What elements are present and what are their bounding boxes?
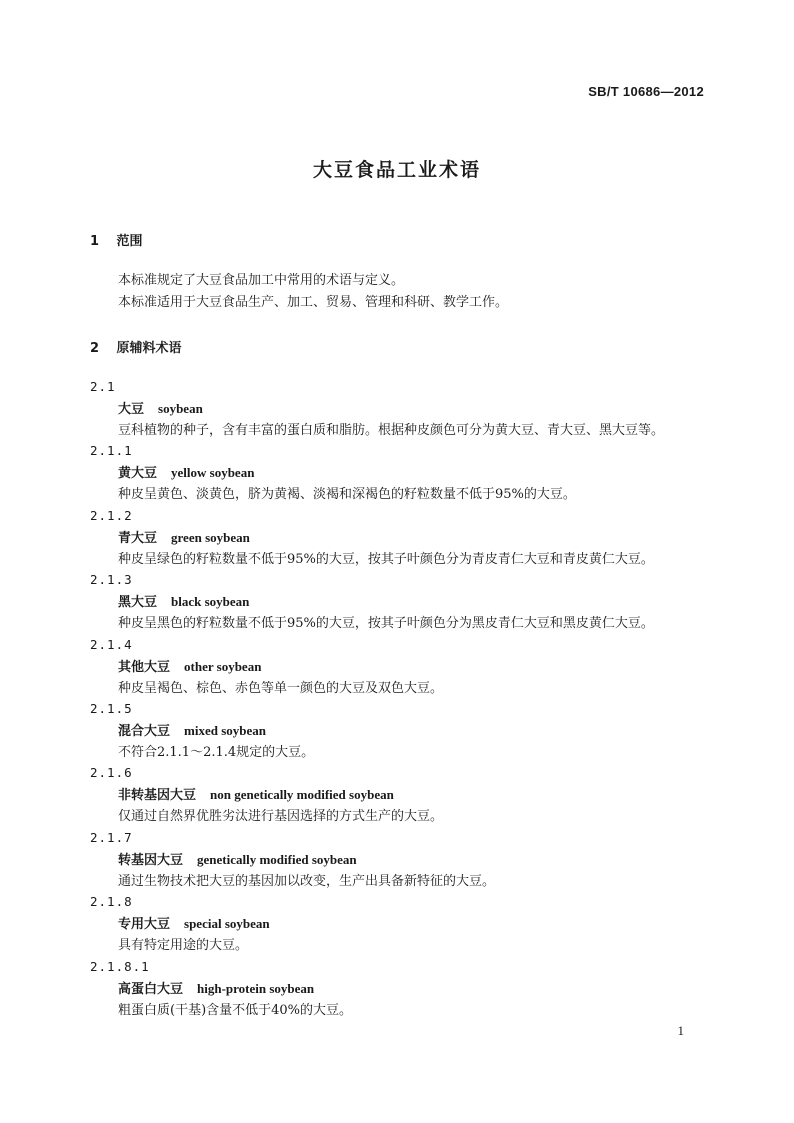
term-zh: 专用大豆 bbox=[118, 917, 171, 933]
term-line bbox=[118, 398, 203, 421]
term-line bbox=[118, 849, 357, 872]
term-line bbox=[118, 462, 254, 485]
term-zh: 非转基因大豆 bbox=[118, 788, 197, 804]
term-en: other soybean bbox=[184, 658, 262, 674]
term-zh: 黑大豆 bbox=[118, 595, 158, 611]
term-entry bbox=[0, 505, 794, 569]
term-zh: 大豆 bbox=[118, 402, 145, 417]
term-definition: 粗蛋白质(干基)含量不低于40%的大豆。 bbox=[118, 1002, 353, 1018]
section-number: 1 bbox=[90, 234, 100, 249]
term-en: yellow soybean bbox=[171, 465, 255, 481]
term-en: soybean bbox=[158, 401, 203, 416]
term-entry bbox=[0, 440, 794, 504]
term-line bbox=[118, 720, 266, 743]
term-definition: 通过生物技术把大豆的基因加以改变，生产出具备新特征的大豆。 bbox=[118, 873, 496, 889]
paragraph: 本标准适用于大豆食品生产、加工、贸易、管理和科研、教学工作。 bbox=[118, 295, 509, 310]
entry-number: 2.1.8 bbox=[90, 894, 133, 910]
term-line bbox=[118, 527, 250, 550]
term-definition: 仅通过自然界优胜劣汰进行基因选择的方式生产的大豆。 bbox=[118, 809, 444, 825]
term-definition: 种皮呈黑色的籽粒数量不低于95%的大豆，按其子叶颜色分为黑皮青仁大豆和黑皮黄仁大豆。 bbox=[118, 616, 654, 632]
entry-number: 2.1.8.1 bbox=[90, 958, 150, 974]
term-line bbox=[118, 913, 270, 936]
term-line bbox=[118, 784, 394, 807]
term-entry bbox=[0, 827, 794, 891]
term-definition: 种皮呈褐色、棕色、赤色等单一颜色的大豆及双色大豆。 bbox=[118, 680, 444, 696]
term-entry bbox=[0, 376, 794, 440]
standard-code: SB/T 10686—2012 bbox=[588, 84, 704, 99]
entry-number: 2.1.6 bbox=[90, 765, 133, 781]
term-definition: 不符合2.1.1～2.1.4规定的大豆。 bbox=[118, 744, 315, 760]
term-en: high-protein soybean bbox=[197, 980, 315, 996]
term-entry bbox=[0, 891, 794, 955]
term-en: green soybean bbox=[171, 529, 250, 545]
term-zh: 混合大豆 bbox=[118, 723, 171, 739]
term-en: non genetically modified soybean bbox=[210, 787, 394, 803]
term-definition: 种皮呈绿色的籽粒数量不低于95%的大豆，按其子叶颜色分为青皮青仁大豆和青皮黄仁大豆。 bbox=[118, 551, 654, 567]
entry-number: 2.1.7 bbox=[90, 829, 133, 845]
term-line bbox=[118, 591, 249, 614]
term-en: mixed soybean bbox=[184, 722, 266, 738]
section-heading-materials bbox=[90, 337, 182, 356]
entry-number: 2.1.3 bbox=[90, 572, 133, 588]
term-en: special soybean bbox=[184, 916, 270, 932]
entry-number: 2.1.4 bbox=[90, 636, 133, 652]
term-entry bbox=[0, 698, 794, 762]
term-entry bbox=[0, 634, 794, 698]
term-zh: 高蛋白大豆 bbox=[118, 981, 184, 997]
section-title: 范围 bbox=[116, 234, 143, 249]
entry-number: 2.1.2 bbox=[90, 507, 133, 523]
term-definition: 具有特定用途的大豆。 bbox=[118, 938, 249, 954]
term-definition: 种皮呈黄色、淡黄色，脐为黄褐、淡褐和深褐色的籽粒数量不低于95%的大豆。 bbox=[118, 487, 576, 503]
term-entry bbox=[0, 956, 794, 1020]
term-en: black soybean bbox=[171, 594, 250, 610]
document-title: 大豆食品工业术语 bbox=[312, 159, 481, 181]
entry-number: 2.1.5 bbox=[90, 700, 133, 716]
term-line bbox=[118, 978, 314, 1001]
section-title: 原辅料术语 bbox=[116, 341, 182, 356]
term-en: genetically modified soybean bbox=[197, 851, 357, 867]
term-zh: 黄大豆 bbox=[118, 466, 158, 482]
term-line bbox=[118, 656, 261, 679]
section-heading-scope bbox=[90, 230, 143, 249]
paragraph: 本标准规定了大豆食品加工中常用的术语与定义。 bbox=[118, 273, 405, 288]
page-number: 1 bbox=[677, 1023, 684, 1038]
entry-number: 2.1.1 bbox=[90, 443, 133, 459]
entry-number: 2.1 bbox=[90, 379, 116, 394]
term-definition: 豆科植物的种子，含有丰富的蛋白质和脂肪。根据种皮颜色可分为黄大豆、青大豆、黑大豆等。 bbox=[118, 423, 665, 438]
section-number: 2 bbox=[90, 341, 100, 356]
term-entry bbox=[0, 569, 794, 633]
term-entry bbox=[0, 762, 794, 826]
term-zh: 青大豆 bbox=[118, 530, 158, 546]
term-zh: 其他大豆 bbox=[118, 659, 171, 675]
term-zh: 转基因大豆 bbox=[118, 852, 184, 868]
term-entries bbox=[0, 376, 794, 1020]
